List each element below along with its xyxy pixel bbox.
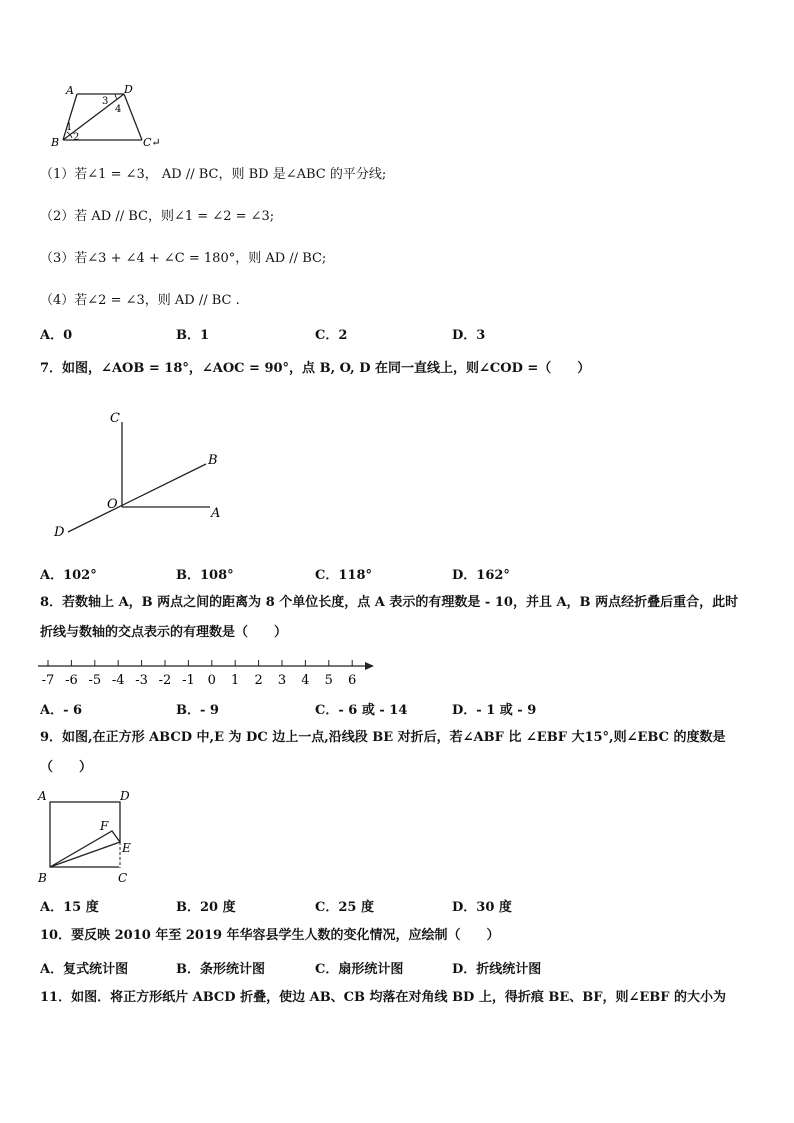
number-line-label: -5 [88,673,102,688]
q9-stem-line-1: 9．如图,在正方形 ABCD 中,E 为 DC 边上一点,沿线段 BE 对折后，若∠ABF 比 ∠EBF 大15°,则∠EBC 的度数是 [40,730,726,745]
q11-stem: 11．如图．将正方形纸片 ABCD 折叠，使边 AB、CB 均落在对角线 BD 上，得折痕 BE、BF，则∠EBF 的大小为 [40,990,727,1005]
angle-figure [40,400,240,550]
q7-option-a: A．102° [40,568,97,583]
q9-option-a: A．15 度 [40,900,99,915]
square-B: B [38,871,47,885]
q9-option-c: C．25 度 [315,900,374,915]
angle-1: 1 [66,122,73,133]
q10-option-b: B．条形统计图 [176,962,265,977]
number-line-label: 1 [231,673,240,688]
vertex-A: A [66,84,74,97]
q7-option-b: B．108° [176,568,234,583]
q10-option-a: A．复式统计图 [40,962,129,977]
q6-statement-1: （1）若∠1 = ∠3， AD // BC，则 BD 是∠ABC 的平分线; [40,167,387,182]
q6-option-a: A．0 [40,328,73,343]
q8-option-a: A．- 6 [40,703,83,718]
angle-2: 2 [73,132,80,143]
q6-option-d: D．3 [452,328,486,343]
q10-option-d: D．折线统计图 [452,962,542,977]
number-line-label: -6 [65,673,78,688]
q6-option-c: C．2 [315,328,348,343]
square-C: C [118,871,128,885]
number-line-label: 5 [324,673,333,688]
number-line-label: 4 [301,673,310,688]
square-A: A [38,789,47,803]
vertex-C: C↵ [143,136,161,149]
number-line-label: -1 [182,673,195,688]
q10-option-c: C．扇形统计图 [315,962,404,977]
q6-option-b: B．1 [176,328,210,343]
number-line-label: 2 [254,673,263,688]
q7-stem: 7．如图，∠AOB = 18°，∠AOC = 90°，点 B, O, D 在同一直线上，则∠COD =（ ） [40,361,591,376]
square-D: D [120,789,130,803]
point-O: O [107,497,118,512]
point-A: A [211,506,221,521]
number-line-label: -7 [41,673,55,688]
vertex-B: B [51,136,60,149]
square-F: F [100,819,109,833]
vertex-D: D [124,83,133,96]
q6-statement-3: （3）若∠3 + ∠4 + ∠C = 180°，则 AD // BC; [40,251,327,266]
number-line-label: 0 [207,673,216,688]
angle-3: 3 [102,96,109,107]
point-C: C [110,411,120,426]
q8-stem-line-1: 8．若数轴上 A，B 两点之间的距离为 8 个单位长度，点 A 表示的有理数是 - 10，并且 A，B 两点经折叠后重合，此时 [40,595,739,610]
square-E: E [122,841,131,855]
number-line-label: 6 [348,673,357,688]
number-line-label: -4 [111,673,125,688]
number-line-label: -3 [135,673,148,688]
q6-statement-2: （2）若 AD // BC，则∠1 = ∠2 = ∠3; [40,209,275,224]
q8-option-d: D．- 1 或 - 9 [452,703,537,718]
square-fold-figure [34,786,144,890]
q7-option-c: C．118° [315,568,372,583]
trapezoid-figure [40,80,180,150]
q9-option-b: B．20 度 [176,900,236,915]
angle-4: 4 [115,104,122,115]
q7-option-d: D．162° [452,568,510,583]
point-B: B [208,453,218,468]
q8-stem-line-2: 折线与数轴的交点表示的有理数是（ ） [40,625,288,640]
q9-stem-line-2: （ ） [40,760,93,775]
number-line-label: 3 [277,673,287,688]
number-line-label: -2 [158,673,172,688]
q6-statement-4: （4）若∠2 = ∠3，则 AD // BC . [40,293,240,308]
q9-option-d: D．30 度 [452,900,512,915]
q10-stem: 10．要反映 2010 年至 2019 年华容县学生人数的变化情况，应绘制（ ） [40,928,500,943]
point-D: D [54,525,65,540]
number-line [34,654,379,688]
q8-option-b: B．- 9 [176,703,219,718]
q8-option-c: C．- 6 或 - 14 [315,703,408,718]
